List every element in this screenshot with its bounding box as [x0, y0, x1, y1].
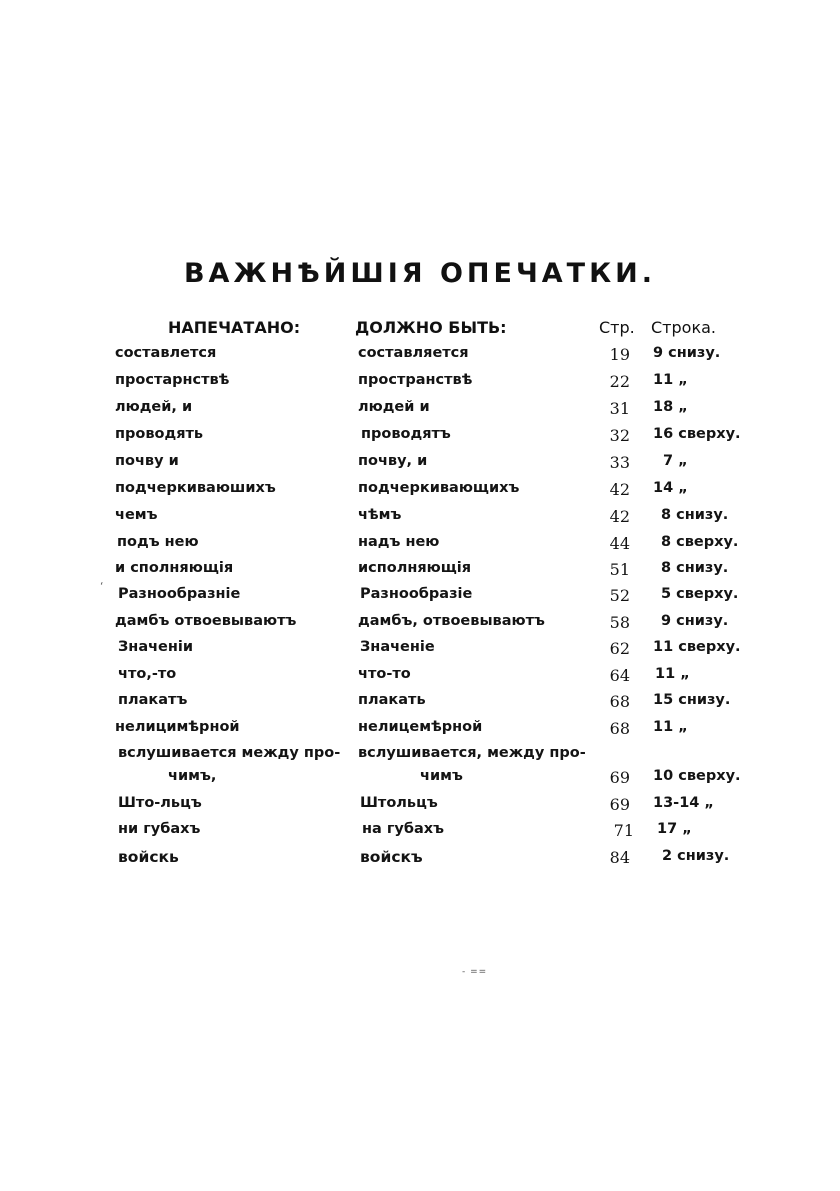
page-number: 33: [609, 453, 630, 472]
table-row: [0, 719, 840, 745]
correct-text: чѣмъ: [358, 507, 402, 523]
page-number: 22: [609, 372, 630, 391]
printed-text: проводять: [115, 426, 204, 442]
correct-text: Штольцъ: [360, 795, 438, 811]
table-row: [0, 666, 840, 692]
header-printed: НАПЕЧАТАНО:: [168, 318, 301, 337]
correct-text: плакать: [358, 692, 426, 708]
page-number: 19: [609, 345, 630, 364]
line-ref: 9 снизу.: [653, 345, 721, 361]
correct-text: надъ нею: [358, 534, 440, 550]
page-title: ВАЖНѢЙШІЯ ОПЕЧАТКИ.: [183, 258, 657, 289]
correct-text: войскъ: [360, 848, 423, 866]
page-number: 51: [609, 560, 630, 579]
printed-text-continued: чимъ,: [168, 768, 217, 784]
header-correct: ДОЛЖНО БЫТЬ:: [355, 318, 507, 337]
correct-text: составляется: [358, 345, 469, 361]
line-ref: 8 сверху.: [661, 534, 739, 550]
page-number: 64: [609, 666, 630, 685]
page-number: 42: [609, 480, 630, 499]
table-row: [0, 639, 840, 665]
printed-text: ни губахъ: [118, 821, 201, 837]
printed-text: войскь: [118, 848, 179, 866]
line-ref: 8 снизу.: [661, 507, 729, 523]
line-ref: 5 сверху.: [661, 586, 739, 602]
printed-text: плакатъ: [118, 692, 188, 708]
table-row: [0, 821, 840, 847]
correct-text: пространствѣ: [358, 372, 473, 388]
line-ref: 13-14 „: [653, 795, 714, 811]
table-row: [0, 560, 840, 586]
table-row: [0, 372, 840, 398]
table-row: [0, 613, 840, 639]
printed-text: вслушивается между про-: [118, 745, 341, 761]
line-ref: 15 снизу.: [653, 692, 731, 708]
page-number: 68: [609, 692, 630, 711]
page-number: 71: [613, 821, 634, 840]
page-number: 69: [609, 795, 630, 814]
correct-text-continued: чимъ: [420, 768, 463, 784]
page-number: 62: [609, 639, 630, 658]
correct-text: исполняющія: [358, 560, 472, 576]
table-row: [0, 480, 840, 506]
correct-text: подчеркивающихъ: [358, 480, 520, 496]
printed-text: чемъ: [115, 507, 158, 523]
correct-text: проводятъ: [361, 426, 451, 442]
table-row: [0, 507, 840, 533]
header-line: Строка.: [651, 318, 716, 337]
line-ref: 11 „: [655, 666, 690, 682]
table-row: [0, 848, 840, 874]
correct-text: нелицемѣрной: [358, 719, 483, 735]
line-ref: 14 „: [653, 480, 688, 496]
printed-text: дамбъ отвоевываютъ: [115, 613, 297, 629]
page-number: 69: [609, 768, 630, 787]
line-ref: 18 „: [653, 399, 688, 415]
header-page: Стр.: [599, 318, 635, 337]
table-row: [0, 586, 840, 612]
correct-text: на губахъ: [362, 821, 445, 837]
page-number: 42: [609, 507, 630, 526]
line-ref: 8 снизу.: [661, 560, 729, 576]
table-row: [0, 534, 840, 560]
printed-text: составлется: [115, 345, 217, 361]
table-row: [0, 426, 840, 452]
table-row: [0, 345, 840, 371]
printed-text: людей, и: [115, 399, 193, 415]
correct-text: дамбъ, отвоевываютъ: [358, 613, 545, 629]
printed-text: подъ нею: [117, 534, 199, 550]
line-ref: 10 сверху.: [653, 768, 741, 784]
printed-text: Значенiи: [118, 639, 194, 655]
table-row: [0, 692, 840, 718]
line-ref: 17 „: [657, 821, 692, 837]
page-number: 84: [609, 848, 630, 867]
table-row: [0, 768, 840, 794]
page-number: 68: [609, 719, 630, 738]
table-row: [0, 453, 840, 479]
page-number: 44: [609, 534, 630, 553]
line-ref: 11 „: [653, 719, 688, 735]
margin-mark: ‘: [100, 580, 104, 593]
printed-text: почву и: [115, 453, 179, 469]
line-ref: 11 „: [653, 372, 688, 388]
printed-text: нелицимѣрной: [115, 719, 240, 735]
page-number: 52: [609, 586, 630, 605]
correct-text: что-то: [358, 666, 411, 682]
table-row: [0, 399, 840, 425]
line-ref: 11 сверху.: [653, 639, 741, 655]
page-number: 58: [609, 613, 630, 632]
correct-text: вслушивается, между про-: [358, 745, 586, 761]
printed-text: Што-льцъ: [118, 795, 202, 811]
ornament-divider: - ==: [462, 967, 488, 977]
correct-text: Значеніе: [360, 639, 435, 655]
printed-text: что,-то: [118, 666, 177, 682]
line-ref: 16 сверху.: [653, 426, 741, 442]
page-number: 32: [609, 426, 630, 445]
line-ref: 7 „: [663, 453, 688, 469]
correct-text: почву, и: [358, 453, 428, 469]
printed-text: подчеркиваюшихъ: [115, 480, 276, 496]
printed-text: и сполняющія: [115, 560, 234, 576]
printed-text: Разнообразніе: [118, 586, 241, 602]
correct-text: людей и: [358, 399, 430, 415]
correct-text: Разнообразіе: [360, 586, 473, 602]
line-ref: 2 снизу.: [662, 848, 730, 864]
page-number: 31: [609, 399, 630, 418]
line-ref: 9 снизу.: [661, 613, 729, 629]
printed-text: простарнствѣ: [115, 372, 230, 388]
table-row: [0, 795, 840, 821]
